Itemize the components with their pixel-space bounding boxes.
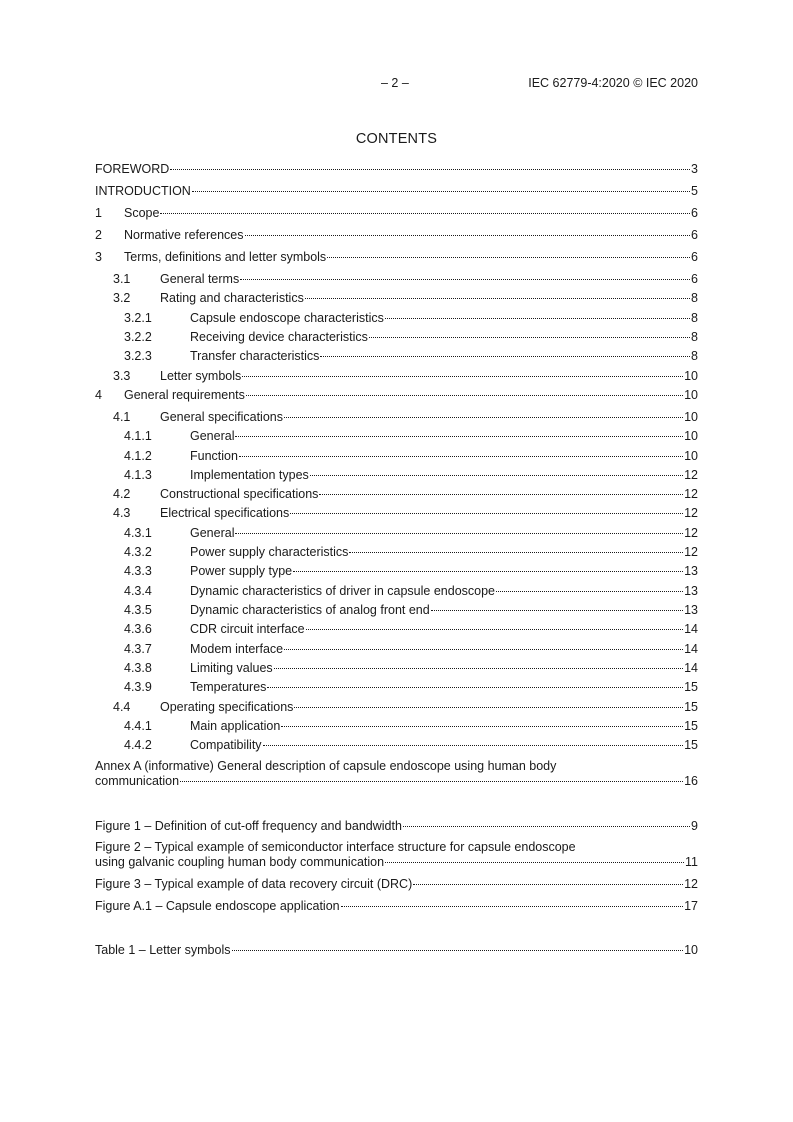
toc-entry-number: 4.3.4 [124, 584, 152, 598]
dot-leader [284, 416, 683, 418]
toc-entry-number: 4.4.1 [124, 719, 152, 733]
toc-entry-label: Electrical specifications [160, 506, 290, 520]
toc-entry-annex-a[interactable] [95, 773, 698, 789]
toc-entry-page: 6 [691, 250, 698, 264]
toc-entry-compatibility[interactable] [124, 737, 698, 753]
toc-entry-page: 11 [685, 855, 698, 869]
toc-entry-page: 8 [691, 349, 698, 363]
dot-leader [294, 706, 683, 708]
toc-entry-receiving-device-characteristics[interactable] [124, 329, 698, 345]
toc-entry-number: 4.3.5 [124, 603, 152, 617]
dot-leader [431, 609, 683, 611]
toc-entry-table-1[interactable] [95, 942, 698, 958]
dot-leader [496, 590, 683, 592]
toc-entry-page: 14 [684, 642, 698, 656]
toc-entry-label: Table 1 – Letter symbols [95, 943, 231, 957]
toc-entry-number: 4 [95, 388, 102, 402]
dot-leader [246, 394, 683, 396]
toc-entry-number: 2 [95, 228, 102, 242]
dot-leader [242, 375, 683, 377]
contents-title: CONTENTS [355, 131, 438, 147]
toc-entry-page: 10 [684, 410, 698, 424]
toc-entry-label: Rating and characteristics [160, 291, 304, 305]
dot-leader [413, 883, 683, 885]
dot-leader [160, 212, 690, 214]
toc-entry-number: 4.3.1 [124, 526, 152, 540]
dot-leader [369, 336, 690, 338]
toc-entry-label: Limiting values [190, 661, 273, 675]
toc-entry-label: Function [190, 449, 238, 463]
dot-leader [263, 744, 684, 746]
toc-entry-label: General requirements [124, 388, 245, 402]
toc-entry-page: 15 [684, 680, 698, 694]
dot-leader [235, 435, 683, 437]
dot-leader [320, 355, 690, 357]
toc-entry-label: CDR circuit interface [190, 622, 305, 636]
toc-entry-label: Dynamic characteristics of driver in capsule endoscope [190, 584, 495, 598]
dot-leader [327, 256, 690, 258]
toc-entry-power-supply-type[interactable] [124, 563, 698, 579]
toc-entry-capsule-endoscope-characteristics[interactable] [124, 310, 698, 326]
toc-entry-label: Figure 3 – Typical example of data recovery circuit (DRC) [95, 877, 413, 891]
toc-entry-label: Temperatures [190, 680, 267, 694]
dot-leader [290, 512, 683, 514]
toc-entry-page: 8 [691, 311, 698, 325]
dot-leader [245, 234, 691, 236]
toc-entry-label: Capsule endoscope characteristics [190, 311, 384, 325]
toc-entry-page: 15 [684, 700, 698, 714]
toc-entry-number: 4.3.8 [124, 661, 152, 675]
toc-entry-label: Receiving device characteristics [190, 330, 368, 344]
toc-entry-number: 3.1 [113, 272, 131, 286]
toc-annex-line1: Annex A (informative) General description of capsule endoscope using human body [95, 759, 557, 773]
toc-entry-limiting-values[interactable] [124, 660, 698, 676]
toc-entry-page: 15 [684, 738, 698, 752]
toc-entry-number: 4.4.2 [124, 738, 152, 752]
toc-entry-label: Transfer characteristics [190, 349, 320, 363]
dot-leader [239, 455, 683, 457]
toc-entry-number: 4.3.3 [124, 564, 152, 578]
toc-entry-page: 9 [691, 819, 698, 833]
toc-entry-label: Scope [124, 206, 160, 220]
toc-entry-figure-a1[interactable] [95, 898, 698, 914]
toc-entry-label: Modem interface [190, 642, 284, 656]
dot-leader [319, 493, 683, 495]
toc-entry-introduction[interactable] [95, 183, 698, 199]
toc-figure-2-line1: Figure 2 – Typical example of semiconductor interface structure for capsule endoscope [95, 840, 576, 854]
toc-entry-transfer-characteristics[interactable] [124, 348, 698, 364]
page-number: – 2 – [381, 76, 409, 90]
dot-leader [180, 780, 683, 782]
toc-entry-number: 3.2 [113, 291, 131, 305]
toc-entry-page: 6 [691, 206, 698, 220]
toc-entry-foreword[interactable] [95, 161, 698, 177]
toc-entry-dynamic-characteristics-driver[interactable] [124, 583, 698, 599]
toc-entry-scope[interactable] [95, 205, 698, 221]
toc-entry-page: 16 [684, 774, 698, 788]
toc-entry-label: General [190, 429, 235, 443]
dot-leader [192, 190, 690, 192]
toc-entry-label: Operating specifications [160, 700, 294, 714]
toc-entry-implementation-types[interactable] [124, 467, 698, 483]
dot-leader [281, 725, 683, 727]
toc-entry-general-4-3-1[interactable] [124, 525, 698, 541]
toc-entry-page: 8 [691, 291, 698, 305]
toc-entry-general-4-1-1[interactable] [124, 428, 698, 444]
dot-leader [274, 667, 683, 669]
toc-entry-label: Dynamic characteristics of analog front end [190, 603, 430, 617]
toc-entry-number: 3.2.3 [124, 349, 152, 363]
dot-leader [235, 532, 683, 534]
dot-leader [284, 648, 683, 650]
toc-entry-label: Implementation types [190, 468, 309, 482]
toc-entry-label: Letter symbols [160, 369, 242, 383]
dot-leader [240, 278, 690, 280]
page-header [95, 76, 698, 92]
toc-entry-page: 17 [684, 899, 698, 913]
toc-entry-page: 12 [684, 506, 698, 520]
toc-entry-dynamic-characteristics-afe[interactable] [124, 602, 698, 618]
toc-entry-page: 12 [684, 526, 698, 540]
toc-entry-number: 1 [95, 206, 102, 220]
toc-entry-cdr-circuit-interface[interactable] [124, 621, 698, 637]
toc-entry-terms-definitions[interactable] [95, 249, 698, 265]
toc-entry-number: 3 [95, 250, 102, 264]
toc-entry-number: 3.2.1 [124, 311, 152, 325]
toc-entry-number: 4.2 [113, 487, 131, 501]
toc-entry-page: 10 [684, 369, 698, 383]
toc-entry-page: 14 [684, 622, 698, 636]
toc-entry-operating-specifications[interactable] [113, 699, 698, 715]
dot-leader [349, 551, 683, 553]
toc-entry-page: 5 [691, 184, 698, 198]
toc-entry-number: 4.4 [113, 700, 131, 714]
toc-entry-modem-interface[interactable] [124, 641, 698, 657]
toc-entry-label: Terms, definitions and letter symbols [124, 250, 327, 264]
toc-entry-label: Main application [190, 719, 281, 733]
toc-entry-figure-2[interactable] [95, 854, 698, 870]
toc-entry-page: 3 [691, 162, 698, 176]
dot-leader [306, 628, 683, 630]
dot-leader [341, 905, 683, 907]
toc-entry-label: General specifications [160, 410, 283, 424]
toc-entry-figure-3[interactable] [95, 876, 698, 892]
toc-entry-page: 6 [691, 228, 698, 242]
toc-entry-page: 12 [684, 545, 698, 559]
toc-entry-label: INTRODUCTION [95, 184, 191, 198]
toc-entry-rating-characteristics[interactable] [113, 290, 698, 306]
toc-entry-general-terms[interactable] [113, 271, 698, 287]
dot-leader [403, 825, 690, 827]
toc-entry-page: 10 [684, 943, 698, 957]
toc-entry-page: 13 [684, 584, 698, 598]
toc-entry-number: 4.1.3 [124, 468, 152, 482]
toc-entry-general-specifications[interactable] [113, 409, 698, 425]
toc-entry-normative-references[interactable] [95, 227, 698, 243]
toc-entry-label: Figure A.1 – Capsule endoscope application [95, 899, 340, 913]
toc-entry-number: 4.3.7 [124, 642, 152, 656]
toc-entry-temperatures[interactable] [124, 679, 698, 695]
toc-entry-number: 4.3.9 [124, 680, 152, 694]
toc-entry-label: Normative references [124, 228, 244, 242]
dot-leader [170, 168, 690, 170]
dot-leader [267, 686, 683, 688]
toc-entry-number: 4.3.2 [124, 545, 152, 559]
toc-entry-label: Compatibility [190, 738, 262, 752]
dot-leader [305, 297, 690, 299]
toc-entry-page: 14 [684, 661, 698, 675]
toc-entry-letter-symbols[interactable] [113, 368, 698, 384]
toc-entry-figure-1[interactable] [95, 818, 698, 834]
toc-entry-page: 12 [684, 487, 698, 501]
toc-entry-number: 4.1.2 [124, 449, 152, 463]
toc-entry-label: General [190, 526, 235, 540]
toc-entry-page: 10 [684, 388, 698, 402]
standard-identifier: IEC 62779-4:2020 © IEC 2020 [528, 76, 698, 90]
toc-entry-number: 4.1 [113, 410, 131, 424]
toc-entry-page: 13 [684, 603, 698, 617]
toc-entry-label: Constructional specifications [160, 487, 319, 501]
toc-entry-main-application[interactable] [124, 718, 698, 734]
toc-entry-number: 4.1.1 [124, 429, 152, 443]
toc-entry-page: 10 [684, 449, 698, 463]
dot-leader [385, 317, 690, 319]
toc-entry-page: 12 [684, 468, 698, 482]
toc-entry-number: 3.2.2 [124, 330, 152, 344]
toc-entry-number: 3.3 [113, 369, 131, 383]
dot-leader [310, 474, 683, 476]
toc-entry-label: Power supply type [190, 564, 293, 578]
toc-entry-page: 10 [684, 429, 698, 443]
toc-entry-constructional-specifications[interactable] [113, 486, 698, 502]
toc-entry-page: 15 [684, 719, 698, 733]
toc-entry-label: FOREWORD [95, 162, 170, 176]
dot-leader [232, 949, 684, 951]
toc-entry-function[interactable] [124, 448, 698, 464]
toc-entry-label: using galvanic coupling human body communication [95, 855, 385, 869]
toc-entry-page: 6 [691, 272, 698, 286]
toc-entry-general-requirements[interactable] [95, 387, 698, 403]
toc-entry-electrical-specifications[interactable] [113, 505, 698, 521]
dot-leader [385, 861, 684, 863]
dot-leader [293, 570, 683, 572]
toc-entry-page: 12 [684, 877, 698, 891]
toc-entry-page: 13 [684, 564, 698, 578]
toc-entry-label: Power supply characteristics [190, 545, 349, 559]
toc-entry-power-supply-characteristics[interactable] [124, 544, 698, 560]
toc-entry-label: General terms [160, 272, 240, 286]
toc-entry-number: 4.3.6 [124, 622, 152, 636]
toc-entry-page: 8 [691, 330, 698, 344]
toc-entry-number: 4.3 [113, 506, 131, 520]
toc-entry-label: Figure 1 – Definition of cut-off frequency and bandwidth [95, 819, 402, 833]
toc-entry-label: communication [95, 774, 180, 788]
